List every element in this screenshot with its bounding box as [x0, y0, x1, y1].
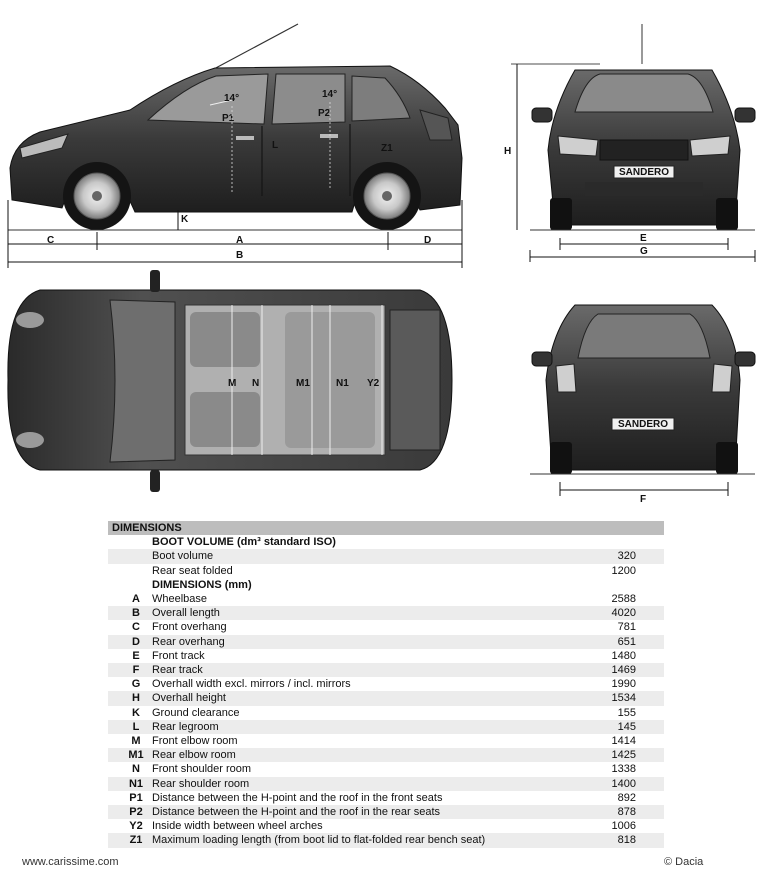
- row-value: 2588: [611, 593, 636, 606]
- rear-right-light: [712, 364, 732, 392]
- dim-section-row: [108, 578, 664, 592]
- front-right-headlight: [690, 136, 730, 156]
- rear-wheel: [353, 162, 421, 230]
- rear-view: [530, 305, 755, 505]
- row-label: Ground clearance: [152, 706, 240, 719]
- p1-label: P1: [222, 113, 235, 124]
- rear-left-tire: [550, 442, 572, 474]
- rear-left-mirror: [532, 352, 552, 366]
- front-plate-text: SANDERO: [618, 167, 670, 178]
- copyright: © Dacia: [664, 856, 704, 868]
- row-label: Overhall height: [148, 691, 572, 705]
- antenna: [212, 24, 298, 70]
- dim-row: [108, 748, 664, 762]
- row-code: C: [132, 621, 140, 634]
- row-label: Boot volume: [148, 549, 572, 563]
- top-boot: [390, 310, 440, 450]
- row-code: B: [108, 606, 148, 620]
- g-label: G: [640, 246, 648, 257]
- table-header-row: [108, 521, 664, 535]
- row-value: 651: [572, 635, 664, 649]
- row-code: Y2: [129, 820, 143, 833]
- dim-row: [108, 677, 664, 691]
- row-label: Overhall width excl. mirrors / incl. mirrors: [152, 678, 351, 691]
- boot-section-title: BOOT VOLUME (dm³ standard ISO): [148, 535, 664, 549]
- front-left-seat: [190, 312, 260, 367]
- dimensions-table: [108, 521, 664, 848]
- dim-row: [108, 720, 664, 734]
- dim-row: [108, 791, 664, 805]
- row-label: Front track: [152, 649, 205, 662]
- rear-right-mirror: [735, 352, 755, 366]
- front-right-seat: [190, 392, 260, 447]
- row-code: M1: [108, 748, 148, 762]
- m-label: M: [228, 378, 237, 389]
- top-left-mirror: [150, 270, 160, 292]
- p2-label: P2: [318, 108, 331, 119]
- row-code: N: [132, 763, 140, 776]
- front-grille: [600, 140, 688, 160]
- rear-right-tire: [716, 442, 738, 474]
- front-angle-label: 14°: [224, 93, 240, 104]
- dim-row: [108, 620, 664, 634]
- front-view: [504, 24, 755, 262]
- top-view: [8, 270, 452, 492]
- a-label: A: [236, 235, 244, 246]
- dim-row: [108, 819, 664, 833]
- front-wheel: [63, 162, 131, 230]
- rear-plate-text: SANDERO: [617, 419, 669, 430]
- f-label: F: [640, 494, 647, 505]
- boot-section-spacer: [108, 535, 148, 549]
- row-value: 892: [617, 791, 636, 804]
- boot-section-row: [108, 535, 664, 549]
- row-code: G: [131, 678, 141, 691]
- row-label: Distance between the H-point and the roof in the front seats: [152, 791, 443, 804]
- row-value: 320: [572, 549, 664, 563]
- row-label: Maximum loading length (from boot lid to flat-folded rear bench seat): [148, 833, 572, 847]
- row-label: Rear overhang: [148, 635, 572, 649]
- row-value: 818: [572, 833, 664, 847]
- row-code: L: [108, 720, 148, 734]
- z1-label: Z1: [381, 143, 393, 154]
- windshield: [575, 74, 713, 112]
- row-code: K: [132, 706, 140, 719]
- c-label: C: [47, 235, 55, 246]
- row-value: 878: [572, 805, 664, 819]
- row-code: E: [132, 649, 140, 662]
- front-left-tire: [550, 198, 572, 230]
- site-credit: www.carissime.com: [22, 856, 119, 868]
- top-left-headlight: [16, 312, 44, 328]
- boot-row: [108, 564, 664, 578]
- top-right-headlight: [16, 432, 44, 448]
- row-code: [108, 578, 148, 592]
- row-value: 1338: [611, 763, 636, 776]
- front-door-handle: [236, 136, 254, 140]
- row-code: N1: [108, 777, 148, 791]
- front-right-mirror: [735, 108, 755, 122]
- n-label: N: [252, 378, 260, 389]
- front-left-headlight: [558, 136, 598, 156]
- side-view: [8, 24, 462, 268]
- boot-row: [108, 549, 664, 563]
- row-code: P2: [108, 805, 148, 819]
- e-label: E: [640, 233, 647, 244]
- dim-row: [108, 777, 664, 791]
- row-code: D: [108, 635, 148, 649]
- top-right-mirror: [150, 470, 160, 492]
- m1-label: M1: [296, 378, 310, 389]
- row-label: Rear seat folded: [152, 564, 233, 577]
- row-value: 1425: [572, 748, 664, 762]
- rear-left-light: [556, 364, 576, 392]
- row-value: 4020: [572, 606, 664, 620]
- k-label: K: [181, 214, 189, 225]
- front-right-tire: [716, 198, 738, 230]
- row-code: [108, 564, 148, 578]
- row-label: Wheelbase: [152, 593, 208, 606]
- row-value: 1469: [572, 663, 664, 677]
- row-label: Front elbow room: [152, 735, 238, 748]
- dim-row: [108, 734, 664, 748]
- row-label: Distance between the H-point and the roof in the rear seats: [148, 805, 572, 819]
- dim-row: [108, 762, 664, 776]
- n1-label: N1: [336, 378, 349, 389]
- row-label: Inside width between wheel arches: [152, 820, 323, 833]
- top-windshield: [110, 300, 175, 462]
- row-value: 1990: [611, 678, 636, 691]
- dim-row: [108, 592, 664, 606]
- row-label: Overall length: [148, 606, 572, 620]
- dim-row: [108, 649, 664, 663]
- y2-label: Y2: [367, 378, 380, 389]
- dim-row: [108, 606, 664, 620]
- row-code: M: [131, 735, 141, 748]
- row-code: P1: [129, 791, 143, 804]
- row-value: 1200: [611, 564, 636, 577]
- row-label: DIMENSIONS (mm): [148, 578, 664, 592]
- dim-row: [108, 663, 664, 677]
- row-label: Front shoulder room: [152, 763, 252, 776]
- rear-window-glass: [578, 314, 710, 358]
- l-label: L: [272, 140, 279, 151]
- row-label: Rear elbow room: [148, 748, 572, 762]
- row-code: F: [108, 663, 148, 677]
- row-value: 1534: [572, 691, 664, 705]
- rear-door-handle: [320, 134, 338, 138]
- row-value: 1480: [611, 649, 636, 662]
- row-value: 145: [572, 720, 664, 734]
- row-code: [108, 549, 148, 563]
- row-label: Front overhang: [152, 621, 227, 634]
- dim-row: [108, 706, 664, 720]
- row-value: 781: [617, 621, 636, 634]
- h-label: H: [504, 146, 512, 157]
- row-label: Rear shoulder room: [148, 777, 572, 791]
- row-code: H: [108, 691, 148, 705]
- front-lower-grille: [585, 182, 703, 196]
- b-label: B: [236, 250, 244, 261]
- front-left-mirror: [532, 108, 552, 122]
- row-code: A: [132, 593, 140, 606]
- row-label: Rear track: [148, 663, 572, 677]
- d-label: D: [424, 235, 432, 246]
- dim-row: [108, 691, 664, 705]
- table-title: DIMENSIONS: [108, 521, 664, 535]
- row-value: 1400: [572, 777, 664, 791]
- row-label: Rear legroom: [148, 720, 572, 734]
- dim-row: [108, 833, 664, 847]
- rear-angle-label: 14°: [322, 89, 338, 100]
- row-value: 1006: [611, 820, 636, 833]
- dim-row: [108, 635, 664, 649]
- row-value: 1414: [611, 735, 636, 748]
- row-code: Z1: [108, 833, 148, 847]
- row-value: 155: [617, 706, 636, 719]
- dim-row: [108, 805, 664, 819]
